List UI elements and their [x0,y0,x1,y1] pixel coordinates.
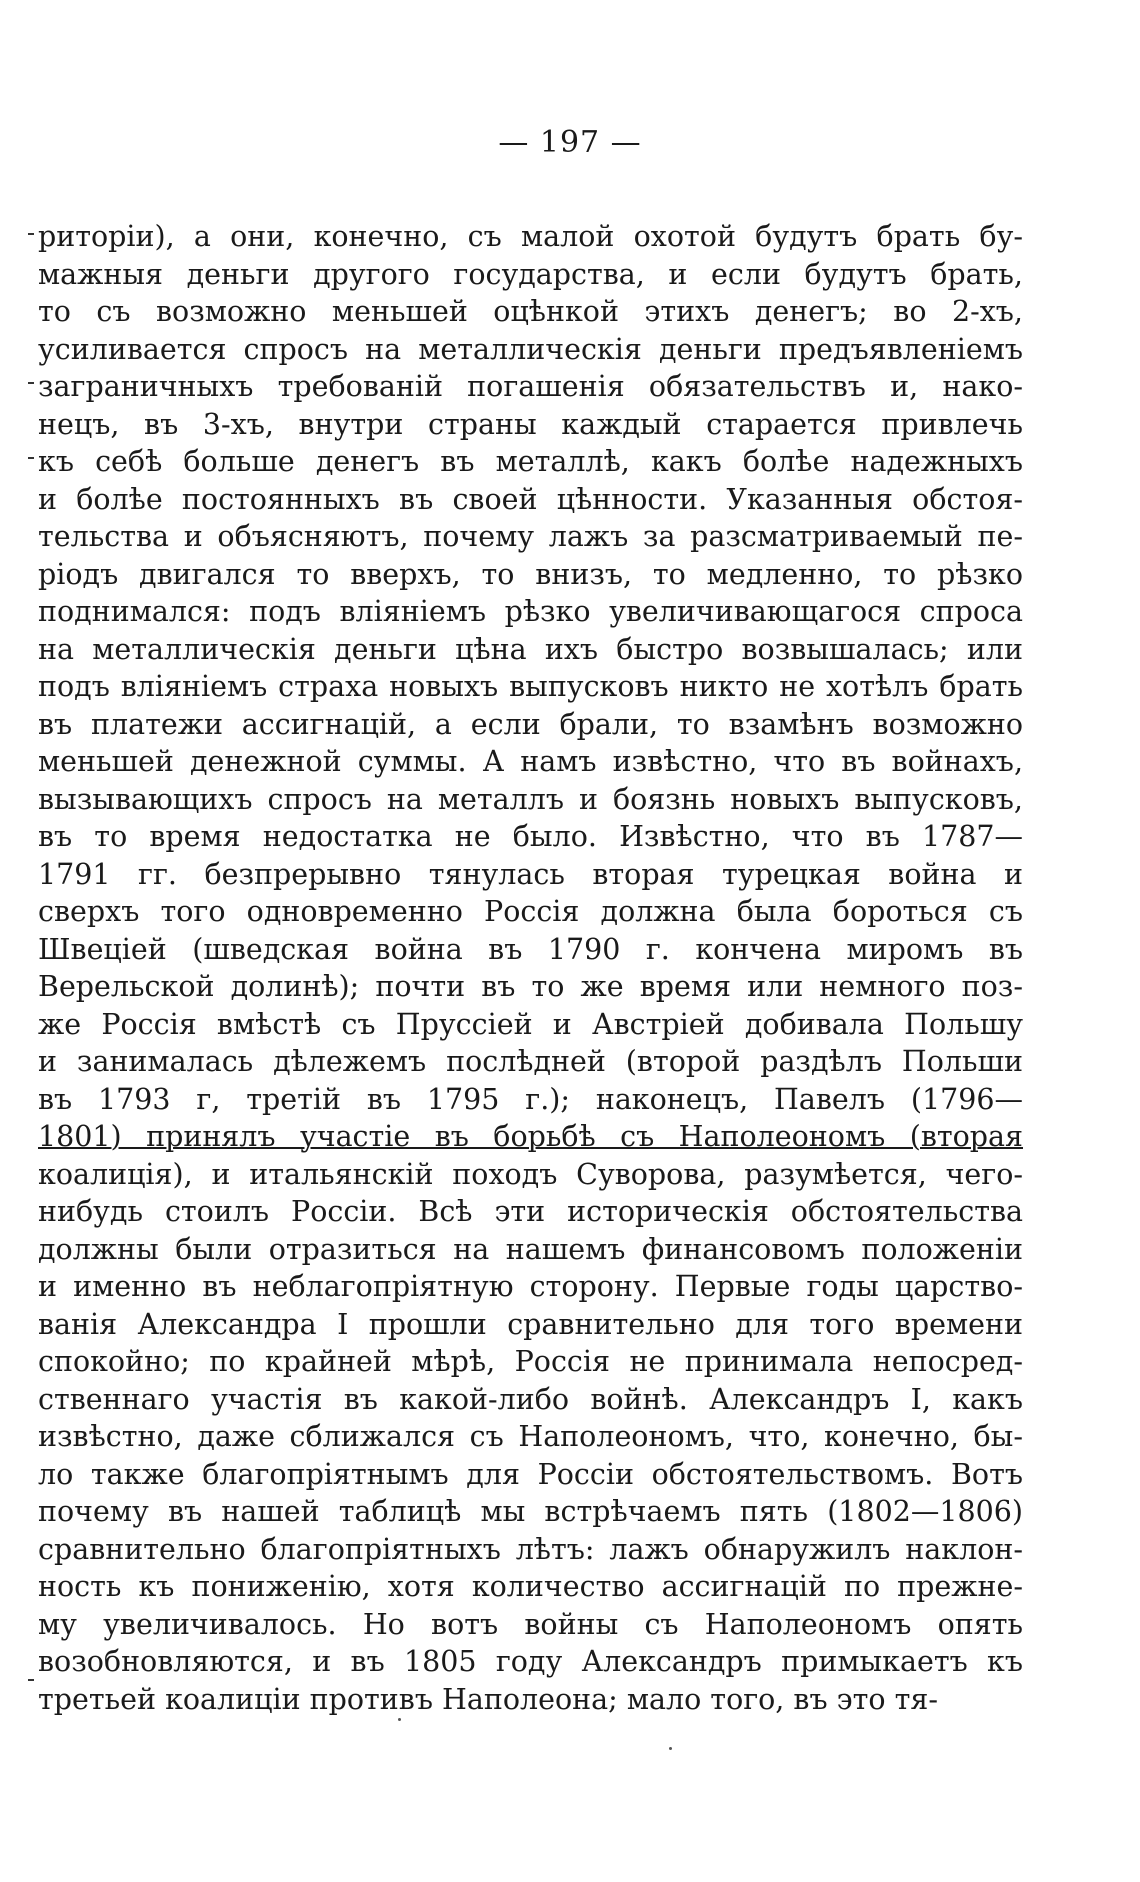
text-line: въ платежи ассигнацій, а если брали, то взамѣнъ возможно [38,707,1023,741]
scan-speck [398,1718,401,1721]
text-line: сверхъ того одновременно Россія должна была бороться съ [38,895,1023,928]
text-line: извѣстно, даже сближался съ Наполеономъ, что, конечно, бы- [38,1420,1023,1453]
text-line: къ себѣ больше денегъ въ металлѣ, какъ болѣе надежныхъ [38,445,1023,478]
margin-mark [28,457,34,459]
text-line: и болѣе постоянныхъ въ своей цѣнности. Указанныя обстоя- [38,482,1023,516]
text-line: и занималась дѣлежемъ послѣдней (второй раздѣлъ Польши [38,1045,1023,1078]
text-line: му увеличивалось. Но вотъ войны съ Наполеономъ опять [38,1607,1023,1641]
text-line: почему въ нашей таблицѣ мы встрѣчаемъ пять (1802—1806) [38,1495,1023,1528]
text-line: тельства и объясняютъ, почему лажъ за разсматриваемый пе- [38,520,1023,553]
text-line: мажныя деньги другого государства, и если будутъ брать, [38,257,1023,291]
text-line: вызывающихъ спросъ на металлъ и боязнь новыхъ выпусковъ, [38,782,1023,816]
margin-mark [28,233,34,235]
text-line: и именно въ неблагопріятную сторону. Первые годы царство- [38,1270,1023,1303]
text-line: ванія Александра I прошли сравнительно для того времени [38,1307,1023,1341]
text-line: ность къ пониженію, хотя количество ассигнацій по прежне- [38,1570,1023,1603]
text-line: коалиція), и итальянскій походъ Суворова, разумѣется, чего- [38,1157,1023,1191]
text-line: въ то время недостатка не было. Извѣстно, что въ 1787— [38,820,1023,853]
text-line: поднимался: подъ вліяніемъ рѣзко увеличивающагося спроса [38,595,1023,628]
text-line: Верельской долинѣ); почти въ то же время или немного поз- [38,970,1023,1003]
text-line: нибудь стоилъ Россіи. Всѣ эти историческія обстоятельства [38,1195,1023,1228]
text-line: должны были отразиться на нашемъ финансовомъ положеніи [38,1232,1023,1266]
text-line: же Россія вмѣстѣ съ Пруссіей и Австріей добивала Польшу [38,1007,1023,1041]
text-line: Швеціей (шведская война въ 1790 г. кончена миромъ въ [38,932,1023,966]
body-text [38,218,1023,1718]
text-line: подъ вліяніемъ страха новыхъ выпусковъ никто не хотѣлъ брать [38,670,1023,703]
page-number: — 197 — [498,125,642,160]
text-line: риторіи), а они, конечно, съ малой охотой будутъ брать бу- [38,220,1023,253]
text-line: 1791 гг. безпрерывно тянулась вторая турецкая война и [38,857,1023,891]
text-line: ственнаго участія въ какой-либо войнѣ. Александръ I, какъ [38,1382,1023,1416]
text-line: усиливается спросъ на металлическія деньги предъявленіемъ [38,332,1023,366]
text-line: возобновляются, и въ 1805 году Александръ примыкаетъ къ [38,1645,1023,1678]
text-line: сравнительно благопріятныхъ лѣтъ: лажъ обнаружилъ наклон- [38,1532,1023,1566]
text-line: меньшей денежной суммы. А намъ извѣстно, что въ войнахъ, [38,745,1023,778]
text-line: ло также благопріятнымъ для Россіи обстоятельствомъ. Вотъ [38,1457,1023,1491]
margin-mark [28,382,34,384]
scan-speck [669,1747,672,1750]
text-line: на металлическія деньги цѣна ихъ быстро возвышалась; или [38,632,1023,666]
text-line: въ 1793 г, третій въ 1795 г.); наконецъ, Павелъ (1796— [38,1082,1023,1116]
text-line: ріодъ двигался то вверхъ, то внизъ, то медленно, то рѣзко [38,557,1023,591]
text-line: спокойно; по крайней мѣрѣ, Россія не принимала непосред- [38,1345,1023,1378]
text-line: третьей коалиціи противъ Наполеона; мало того, въ это тя- [38,1682,938,1716]
text-line: 1801) принялъ участіе въ борьбѣ съ Наполеономъ (вторая [38,1120,1023,1153]
text-line: заграничныхъ требованій погашенія обязательствъ и, нако- [38,370,1023,403]
text-line: то съ возможно меньшей оцѣнкой этихъ денегъ; во 2-хъ, [38,295,1023,328]
margin-mark [28,1679,34,1681]
text-line: нецъ, въ 3-хъ, внутри страны каждый старается привлечь [38,407,1023,441]
